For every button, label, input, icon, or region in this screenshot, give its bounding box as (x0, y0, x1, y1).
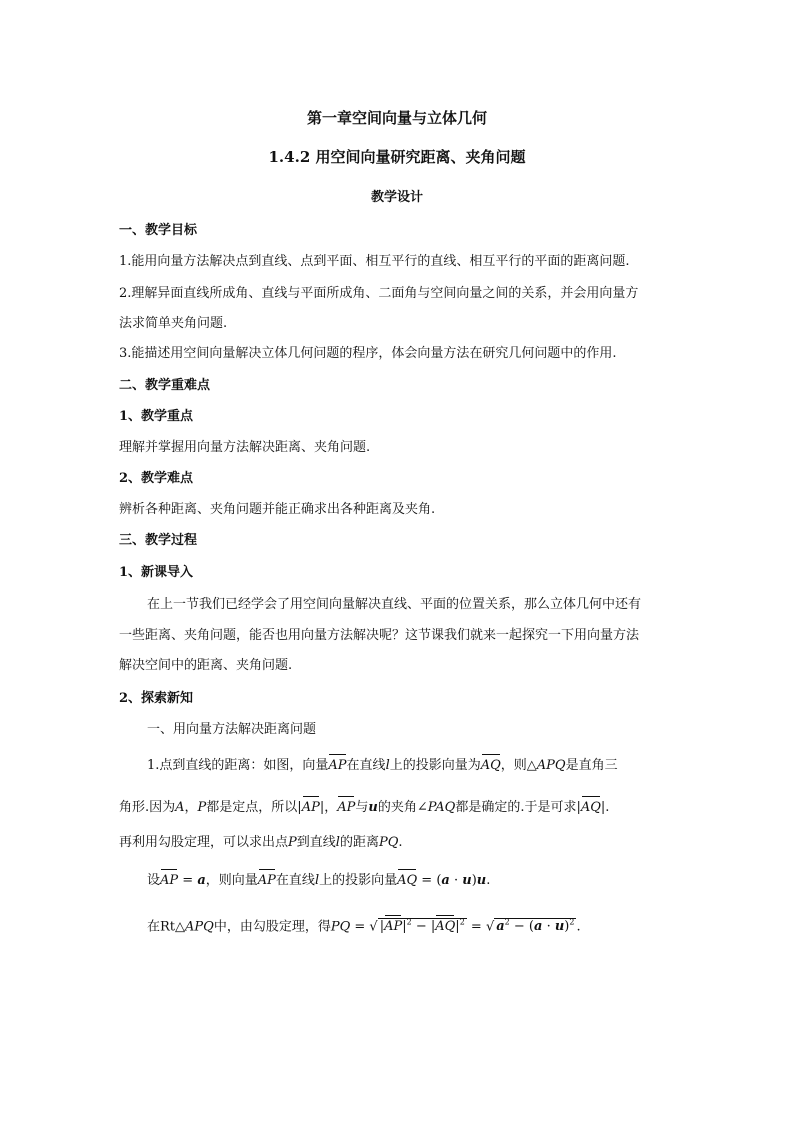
difficulty-text: 辨析各种距离、夹角问题并能正确求出各种距离及夹角. (119, 502, 436, 517)
intro-heading: 1、新课导入 (119, 565, 194, 580)
vector-ap: AP (257, 873, 276, 888)
vector-aq: AQ (480, 758, 501, 773)
point-line-distance-line-2: 角形.因为A，P都是定点，所以|AP|，AP与u的夹角∠PAQ都是确定的.于是可求|AQ|. (119, 800, 610, 815)
vector-ap: AP (160, 873, 179, 888)
pythagorean-formula-line: 在Rt△APQ中，由勾股定理，得PQ = √ $|AP|^2 - |AQ|^2$ = √ $a^2 - (a \cdot u)^2$ . (147, 918, 581, 935)
point-line-distance-line-3: 再利用勾股定理，可以求出点P到直线l的距离PQ. (119, 835, 403, 850)
difficulty-heading: 2、教学难点 (119, 471, 194, 486)
objective-3: 3.能描述用空间向量解决立体几何问题的程序，体会向量方法在研究几何问题中的作用. (119, 346, 617, 361)
objectives-heading: 一、教学目标 (119, 223, 198, 238)
radical-1: $|AP|^2 - |AQ|^2$ (379, 918, 465, 935)
vector-ap: AP (337, 800, 356, 815)
radical-2: $a^2 - (a \cdot u)^2$ (496, 918, 575, 935)
focus-heading: 1、教学重点 (119, 409, 194, 424)
intro-paragraph-line-1: 在上一节我们已经学会了用空间向量解决直线、平面的位置关系，那么立体几何中还有 (147, 597, 642, 612)
projection-formula-line: 设AP = a，则向量AP在直线l上的投影向量AQ = (a · u)u. (147, 873, 491, 888)
intro-paragraph-line-3: 解决空间中的距离、夹角问题. (119, 658, 293, 673)
intro-paragraph-line-2: 一些距离、夹角问题，能否也用向量方法解决呢？这节课我们就来一起探究一下用向量方法 (119, 628, 640, 643)
process-heading: 三、教学过程 (119, 533, 198, 548)
vector-ap: AP (328, 758, 347, 773)
vector-ap: AP (384, 919, 403, 935)
distance-subheading: 一、用向量方法解决距离问题 (147, 722, 317, 737)
objective-2-line-2: 法求简单夹角问题. (119, 316, 228, 331)
objective-1: 1.能用向量方法解决点到直线、点到平面、相互平行的直线、相互平行的平面的距离问题. (119, 254, 630, 269)
point-line-distance-line-1: 1.点到直线的距离：如图，向量AP在直线l上的投影向量为AQ，则△APQ是直角三 (147, 758, 618, 773)
document-type: 教学设计 (370, 190, 423, 205)
focus-text: 理解并掌握用向量方法解决距离、夹角问题. (119, 440, 371, 455)
objective-2-line-1: 2.理解异面直线所成角、直线与平面所成角、二面角与空间向量之间的关系，并会用向量方 (119, 286, 639, 301)
key-points-heading: 二、教学重难点 (119, 378, 211, 393)
explore-heading: 2、探索新知 (119, 691, 194, 706)
vector-ap: AP (301, 800, 320, 815)
section-title: 1.4.2 用空间向量研究距离、夹角问题 (268, 148, 526, 166)
vector-aq: AQ (580, 800, 601, 815)
chapter-title: 第一章空间向量与立体几何 (306, 109, 487, 127)
vector-aq: AQ (397, 873, 418, 888)
vector-aq: AQ (435, 919, 456, 935)
